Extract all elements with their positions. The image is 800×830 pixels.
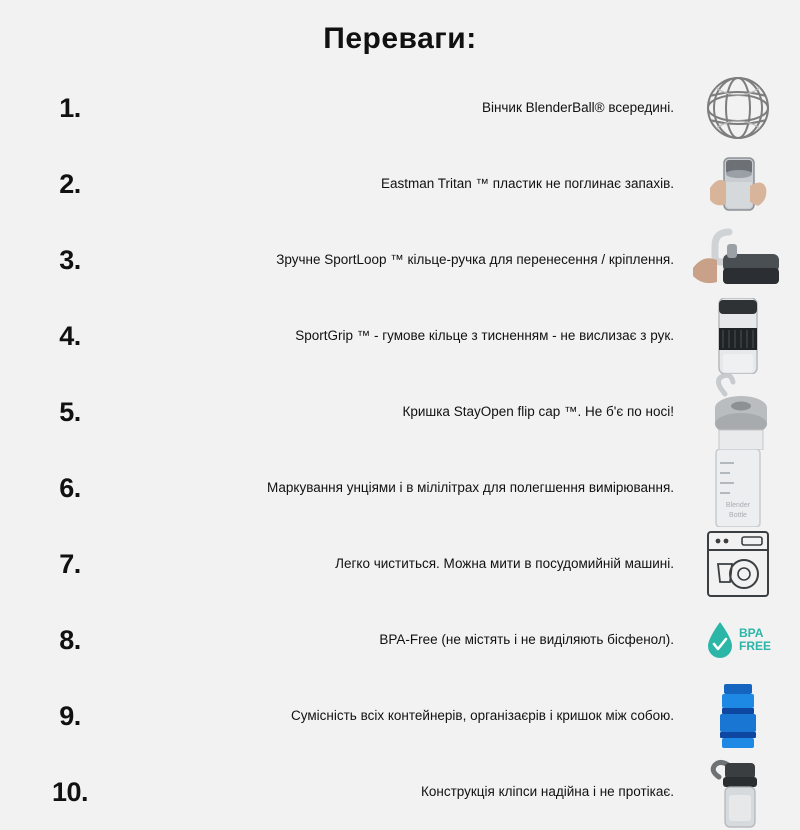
sportgrip-ring-icon xyxy=(688,298,788,374)
item-number: 3. xyxy=(59,244,81,275)
svg-text:Bottle: Bottle xyxy=(729,512,747,519)
item-text: Легко чиститься. Можна мити в посудомийній машині. xyxy=(335,556,674,572)
list-item xyxy=(0,146,800,222)
item-text: Кришка StayOpen flip cap ™. Не б'є по носі! xyxy=(402,404,674,420)
item-number: 7. xyxy=(59,548,81,579)
item-text: Зручне SportLoop ™ кільце-ручка для перенесення / кріплення. xyxy=(276,252,674,268)
item-number: 9. xyxy=(59,700,81,731)
list-item xyxy=(0,450,800,526)
svg-text:Blender: Blender xyxy=(725,502,751,509)
list-item xyxy=(0,602,800,678)
item-text: Сумісність всіх контейнерів, організаєрів і кришок між собою. xyxy=(291,708,674,724)
item-number: 8. xyxy=(59,624,81,655)
list-item xyxy=(0,222,800,298)
list-item xyxy=(0,374,800,450)
item-number: 5. xyxy=(59,396,81,427)
item-number: 6. xyxy=(59,472,81,503)
item-number: 4. xyxy=(59,320,81,351)
item-text: SportGrip ™ - гумове кільце з тисненням - не вислизає з рук. xyxy=(295,328,674,344)
bpa-free-icon xyxy=(688,602,788,678)
item-text: Конструкція кліпси надійна і не протікає. xyxy=(421,784,674,800)
badge-line-2: FREE xyxy=(738,639,771,653)
stackable-containers-icon xyxy=(688,678,788,754)
badge-line-1: BPA xyxy=(738,626,764,641)
page-title: Переваги: xyxy=(323,22,477,55)
tritan-bottle-icon xyxy=(688,146,788,222)
blender-ball-icon xyxy=(688,70,788,146)
list-item xyxy=(0,526,800,602)
item-number: 2. xyxy=(59,168,81,199)
item-text: Маркування унціями і в мілілітрах для полегшення вимірювання. xyxy=(266,480,674,496)
item-number: 1. xyxy=(59,92,81,123)
item-text: BPA-Free (не містять і не виділяють бісфенол). xyxy=(379,632,674,648)
features-list xyxy=(0,70,800,830)
item-text: Вінчик BlenderBall® всередині. xyxy=(481,100,674,116)
item-text: Eastman Tritan ™ пластик не поглинає запахів. xyxy=(381,176,674,192)
item-number: 10. xyxy=(51,776,89,807)
dishwasher-safe-icon xyxy=(688,526,788,602)
list-item xyxy=(0,70,800,146)
bpa-free-badge xyxy=(739,627,771,652)
list-item xyxy=(0,754,800,830)
list-item xyxy=(0,678,800,754)
stayopen-flipcap-icon xyxy=(688,374,788,450)
leakproof-clip-icon xyxy=(688,754,788,830)
water-drop-icon xyxy=(705,620,735,660)
list-item xyxy=(0,298,800,374)
measurement-markings-icon xyxy=(688,450,788,526)
sportloop-handle-icon xyxy=(688,222,788,298)
